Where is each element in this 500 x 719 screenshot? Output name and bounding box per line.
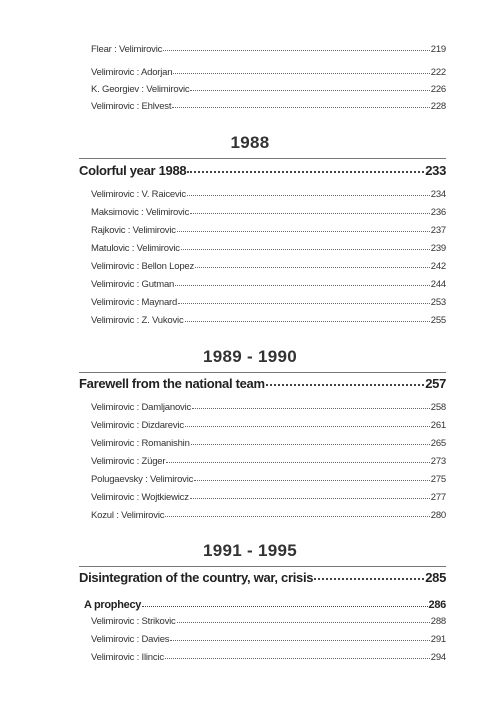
leader-dots: [314, 578, 424, 580]
leader-dots: [266, 384, 424, 386]
chapter-title: Colorful year 1988: [79, 163, 187, 178]
leader-dots: [165, 516, 429, 517]
entry-page: 275: [430, 474, 446, 485]
entry-title: Rajkovic : Velimirovic: [91, 225, 176, 236]
toc-entry[interactable]: [91, 67, 446, 79]
chapter-page: 285: [425, 570, 446, 585]
entry-title: Velimirovic : Gutman: [91, 279, 175, 290]
toc-entry[interactable]: [91, 315, 446, 327]
leader-dots: [187, 195, 430, 196]
entry-title: Kozul : Velimirovic: [91, 510, 165, 521]
entry-title: Velimirovic : Züger: [91, 456, 166, 467]
entry-title: Velimirovic : Ehlvest: [91, 101, 172, 112]
toc-entry[interactable]: [91, 261, 446, 273]
entry-title: Velimirovic : Adorjan: [91, 67, 173, 78]
entry-title: Velimirovic : Z. Vukovic: [91, 315, 184, 326]
section-divider: [79, 158, 446, 159]
entry-title: Velimirovic : Ilincic: [91, 652, 164, 663]
entry-page: 294: [430, 652, 446, 663]
leader-dots: [192, 408, 430, 409]
entry-page: 239: [430, 243, 446, 254]
subchapter-entry[interactable]: [84, 598, 446, 612]
entry-title: Flear : Velimirovic: [91, 44, 163, 55]
leader-dots: [166, 462, 429, 463]
entry-page: 226: [430, 84, 446, 95]
entry-page: 253: [430, 297, 446, 308]
entry-page: 261: [430, 420, 446, 431]
section-year-heading: 1989 - 1990: [202, 347, 298, 366]
section-divider: [79, 372, 446, 373]
toc-entry[interactable]: [91, 652, 446, 664]
toc-entry[interactable]: [91, 456, 446, 468]
entry-title: Velimirovic : V. Raicevic: [91, 189, 186, 200]
chapter-title: Farewell from the national team: [79, 376, 265, 391]
section-divider: [79, 566, 446, 567]
leader-dots: [187, 171, 424, 173]
leader-dots: [170, 640, 429, 641]
toc-entry[interactable]: [91, 297, 446, 309]
toc-entry[interactable]: [91, 101, 446, 113]
entry-page: 244: [430, 279, 446, 290]
toc-entry[interactable]: [91, 189, 446, 201]
entry-page: 273: [430, 456, 446, 467]
toc-entry[interactable]: [91, 634, 446, 646]
toc-entry[interactable]: [91, 402, 446, 414]
entry-page: 288: [430, 616, 446, 627]
chapter-page: 233: [425, 163, 446, 178]
entry-title: Matulovic : Velimirovic: [91, 243, 180, 254]
entry-page: 277: [430, 492, 446, 503]
entry-title: Velimirovic : Dizdarevic: [91, 420, 184, 431]
entry-title: K. Georgiev : Velimirovic: [91, 84, 190, 95]
leader-dots: [185, 426, 430, 427]
chapter-entry[interactable]: [79, 163, 446, 179]
subchapter-title: A prophecy: [84, 599, 142, 611]
toc-entry[interactable]: [91, 243, 446, 255]
leader-dots: [165, 658, 430, 659]
entry-title: Velimirovic : Damljanovic: [91, 402, 192, 413]
toc-entry[interactable]: [91, 279, 446, 291]
leader-dots: [181, 249, 430, 250]
leader-dots: [177, 622, 430, 623]
entry-page: 228: [430, 101, 446, 112]
entry-page: 265: [430, 438, 446, 449]
toc-entry[interactable]: [91, 438, 446, 450]
leader-dots: [163, 50, 430, 51]
subchapter-page: 286: [428, 599, 446, 611]
entry-title: Velimirovic : Bellon Lopez: [91, 261, 195, 272]
leader-dots: [173, 73, 429, 74]
section-year-heading: 1991 - 1995: [202, 541, 298, 560]
toc-entry[interactable]: [91, 474, 446, 486]
leader-dots: [185, 321, 430, 322]
leader-dots: [175, 285, 430, 286]
leader-dots: [194, 480, 430, 481]
entry-page: 219: [430, 44, 446, 55]
chapter-title: Disintegration of the country, war, crisis: [79, 570, 314, 585]
entry-page: 280: [430, 510, 446, 521]
leader-dots: [190, 213, 430, 214]
entry-page: 255: [430, 315, 446, 326]
chapter-entry[interactable]: [79, 570, 446, 586]
leader-dots: [178, 303, 430, 304]
section-year-heading: 1988: [230, 133, 270, 152]
entry-page: 222: [430, 67, 446, 78]
entry-page: 242: [430, 261, 446, 272]
toc-entry[interactable]: [91, 44, 446, 56]
entry-page: 234: [430, 189, 446, 200]
entry-page: 291: [430, 634, 446, 645]
entry-page: 236: [430, 207, 446, 218]
entry-title: Maksimovic : Velimirovic: [91, 207, 190, 218]
entry-title: Polugaevsky : Velimirovic: [91, 474, 194, 485]
chapter-page: 257: [425, 376, 446, 391]
entry-title: Velimirovic : Strikovic: [91, 616, 176, 627]
toc-entry[interactable]: [91, 420, 446, 432]
entry-title: Velimirovic : Davies: [91, 634, 170, 645]
entry-title: Velimirovic : Wojtkiewicz: [91, 492, 189, 503]
leader-dots: [195, 267, 430, 268]
toc-entry[interactable]: [91, 225, 446, 237]
leader-dots: [177, 231, 430, 232]
leader-dots: [190, 90, 429, 91]
toc-entry[interactable]: [91, 616, 446, 628]
chapter-entry[interactable]: [79, 376, 446, 392]
toc-entry[interactable]: [91, 207, 446, 219]
entry-title: Velimirovic : Maynard: [91, 297, 178, 308]
toc-entry[interactable]: [91, 492, 446, 504]
entry-title: Velimirovic : Romanishin: [91, 438, 190, 449]
leader-dots: [172, 107, 429, 108]
entry-page: 237: [430, 225, 446, 236]
entry-page: 258: [430, 402, 446, 413]
toc-entry[interactable]: [91, 510, 446, 522]
leader-dots: [190, 498, 430, 499]
toc-entry[interactable]: [91, 84, 446, 96]
leader-dots: [142, 606, 427, 607]
leader-dots: [191, 444, 430, 445]
